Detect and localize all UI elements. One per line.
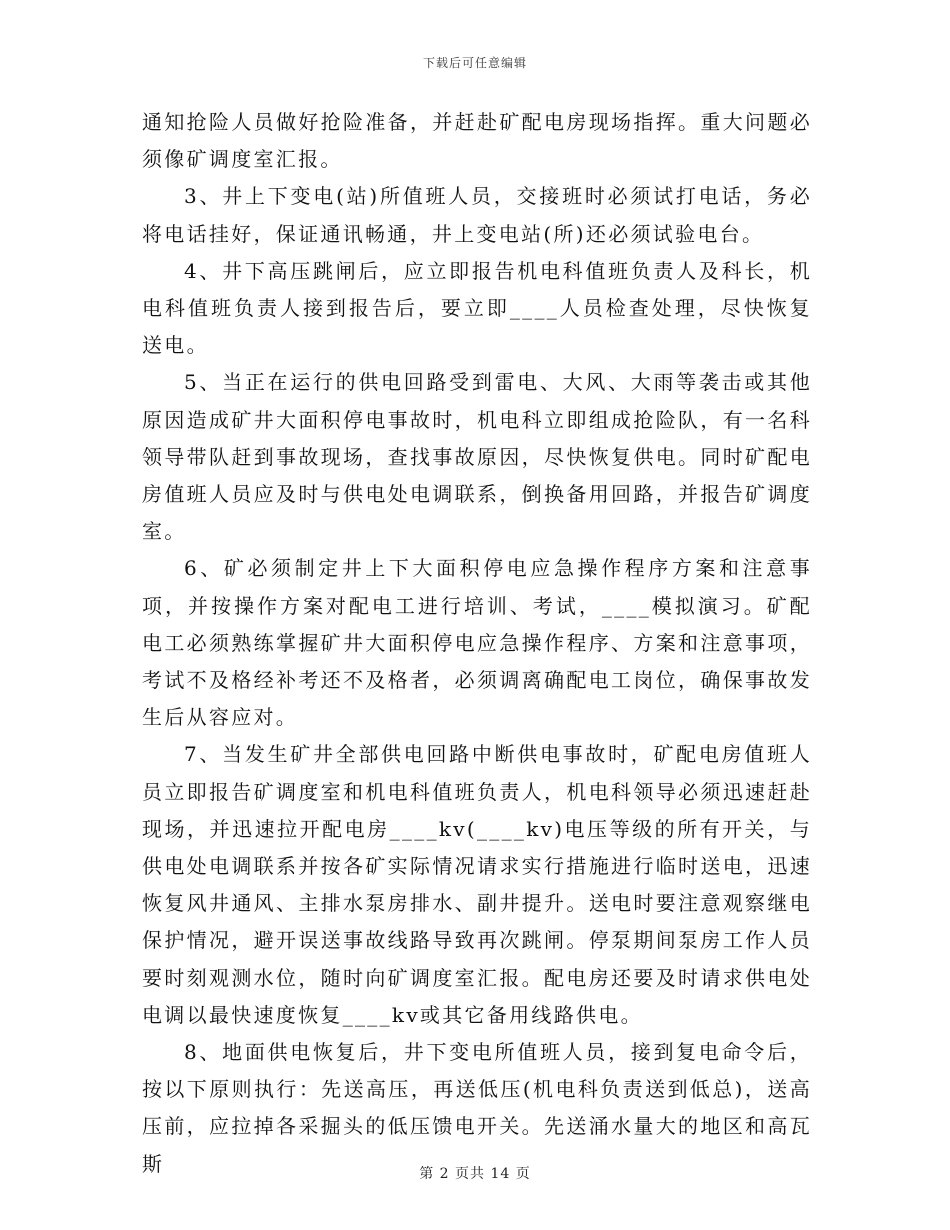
paragraph-item-6: 6、矿必须制定井上下大面积停电应急操作程序方案和注意事项，并按操作方案对配电工进行培训、考试，____模拟演习。矿配电工必须熟练掌握矿井大面积停电应急操作程序、方案和注意事项，考试不及格经补考还不及格者，必须调离确配电工岗位，确保事故发生后从容应对。 [142, 556, 812, 730]
paragraph-item-8: 8、地面供电恢复后，井下变电所值班人员，接到复电命令后，按以下原则执行：先送高压，再送低压(机电科负责送到低总)，送高压前，应拉掉各采掘头的低压馈电开关。先送涌水量大的地区和高瓦斯 [142, 1040, 812, 1176]
document-body [142, 104, 812, 1183]
page-number: 第 2 页共 14 页 [419, 1166, 531, 1182]
paragraph-item-5: 5、当正在运行的供电回路受到雷电、大风、大雨等袭击或其他原因造成矿井大面积停电事故时，机电科立即组成抢险队，有一名科领导带队赶到事故现场，查找事故原因，尽快恢复供电。同时矿配电房值班人员应及时与供电处电调联系，倒换备用回路，并报告矿调度室。 [142, 370, 812, 544]
paragraph-item-4: 4、井下高压跳闸后，应立即报告机电科值班负责人及科长，机电科值班负责人接到报告后，要立即____人员检查处理，尽快恢复送电。 [142, 258, 812, 358]
paragraph-item-3: 3、井上下变电(站)所值班人员，交接班时必须试打电话，务必将电话挂好，保证通讯畅通，井上变电站(所)还必须试验电台。 [142, 184, 812, 246]
paragraph-item-7: 7、当发生矿井全部供电回路中断供电事故时，矿配电房值班人员立即报告矿调度室和机电科值班负责人，机电科领导必须迅速赶赴现场，并迅速拉开配电房____kv(____kv)电压等级的所有开关，与供电处电调联系并按各矿实际情况请求实行措施进行临时送电，迅速恢复风井通风、主排水泵房排水、副井提升。送电时要注意观察继电保护情况，避开误送事故线路导致再次跳闸。停泵期间泵房工作人员要时刻观测水位，随时向矿调度室汇报。配电房还要及时请求供电处电调以最快速度恢复____kv或其它备用线路供电。 [142, 742, 812, 1027]
page-header: 下载后可任意编辑 [422, 56, 527, 70]
paragraph-continuation: 通知抢险人员做好抢险准备，并赶赴矿配电房现场指挥。重大问题必须像矿调度室汇报。 [142, 110, 812, 172]
